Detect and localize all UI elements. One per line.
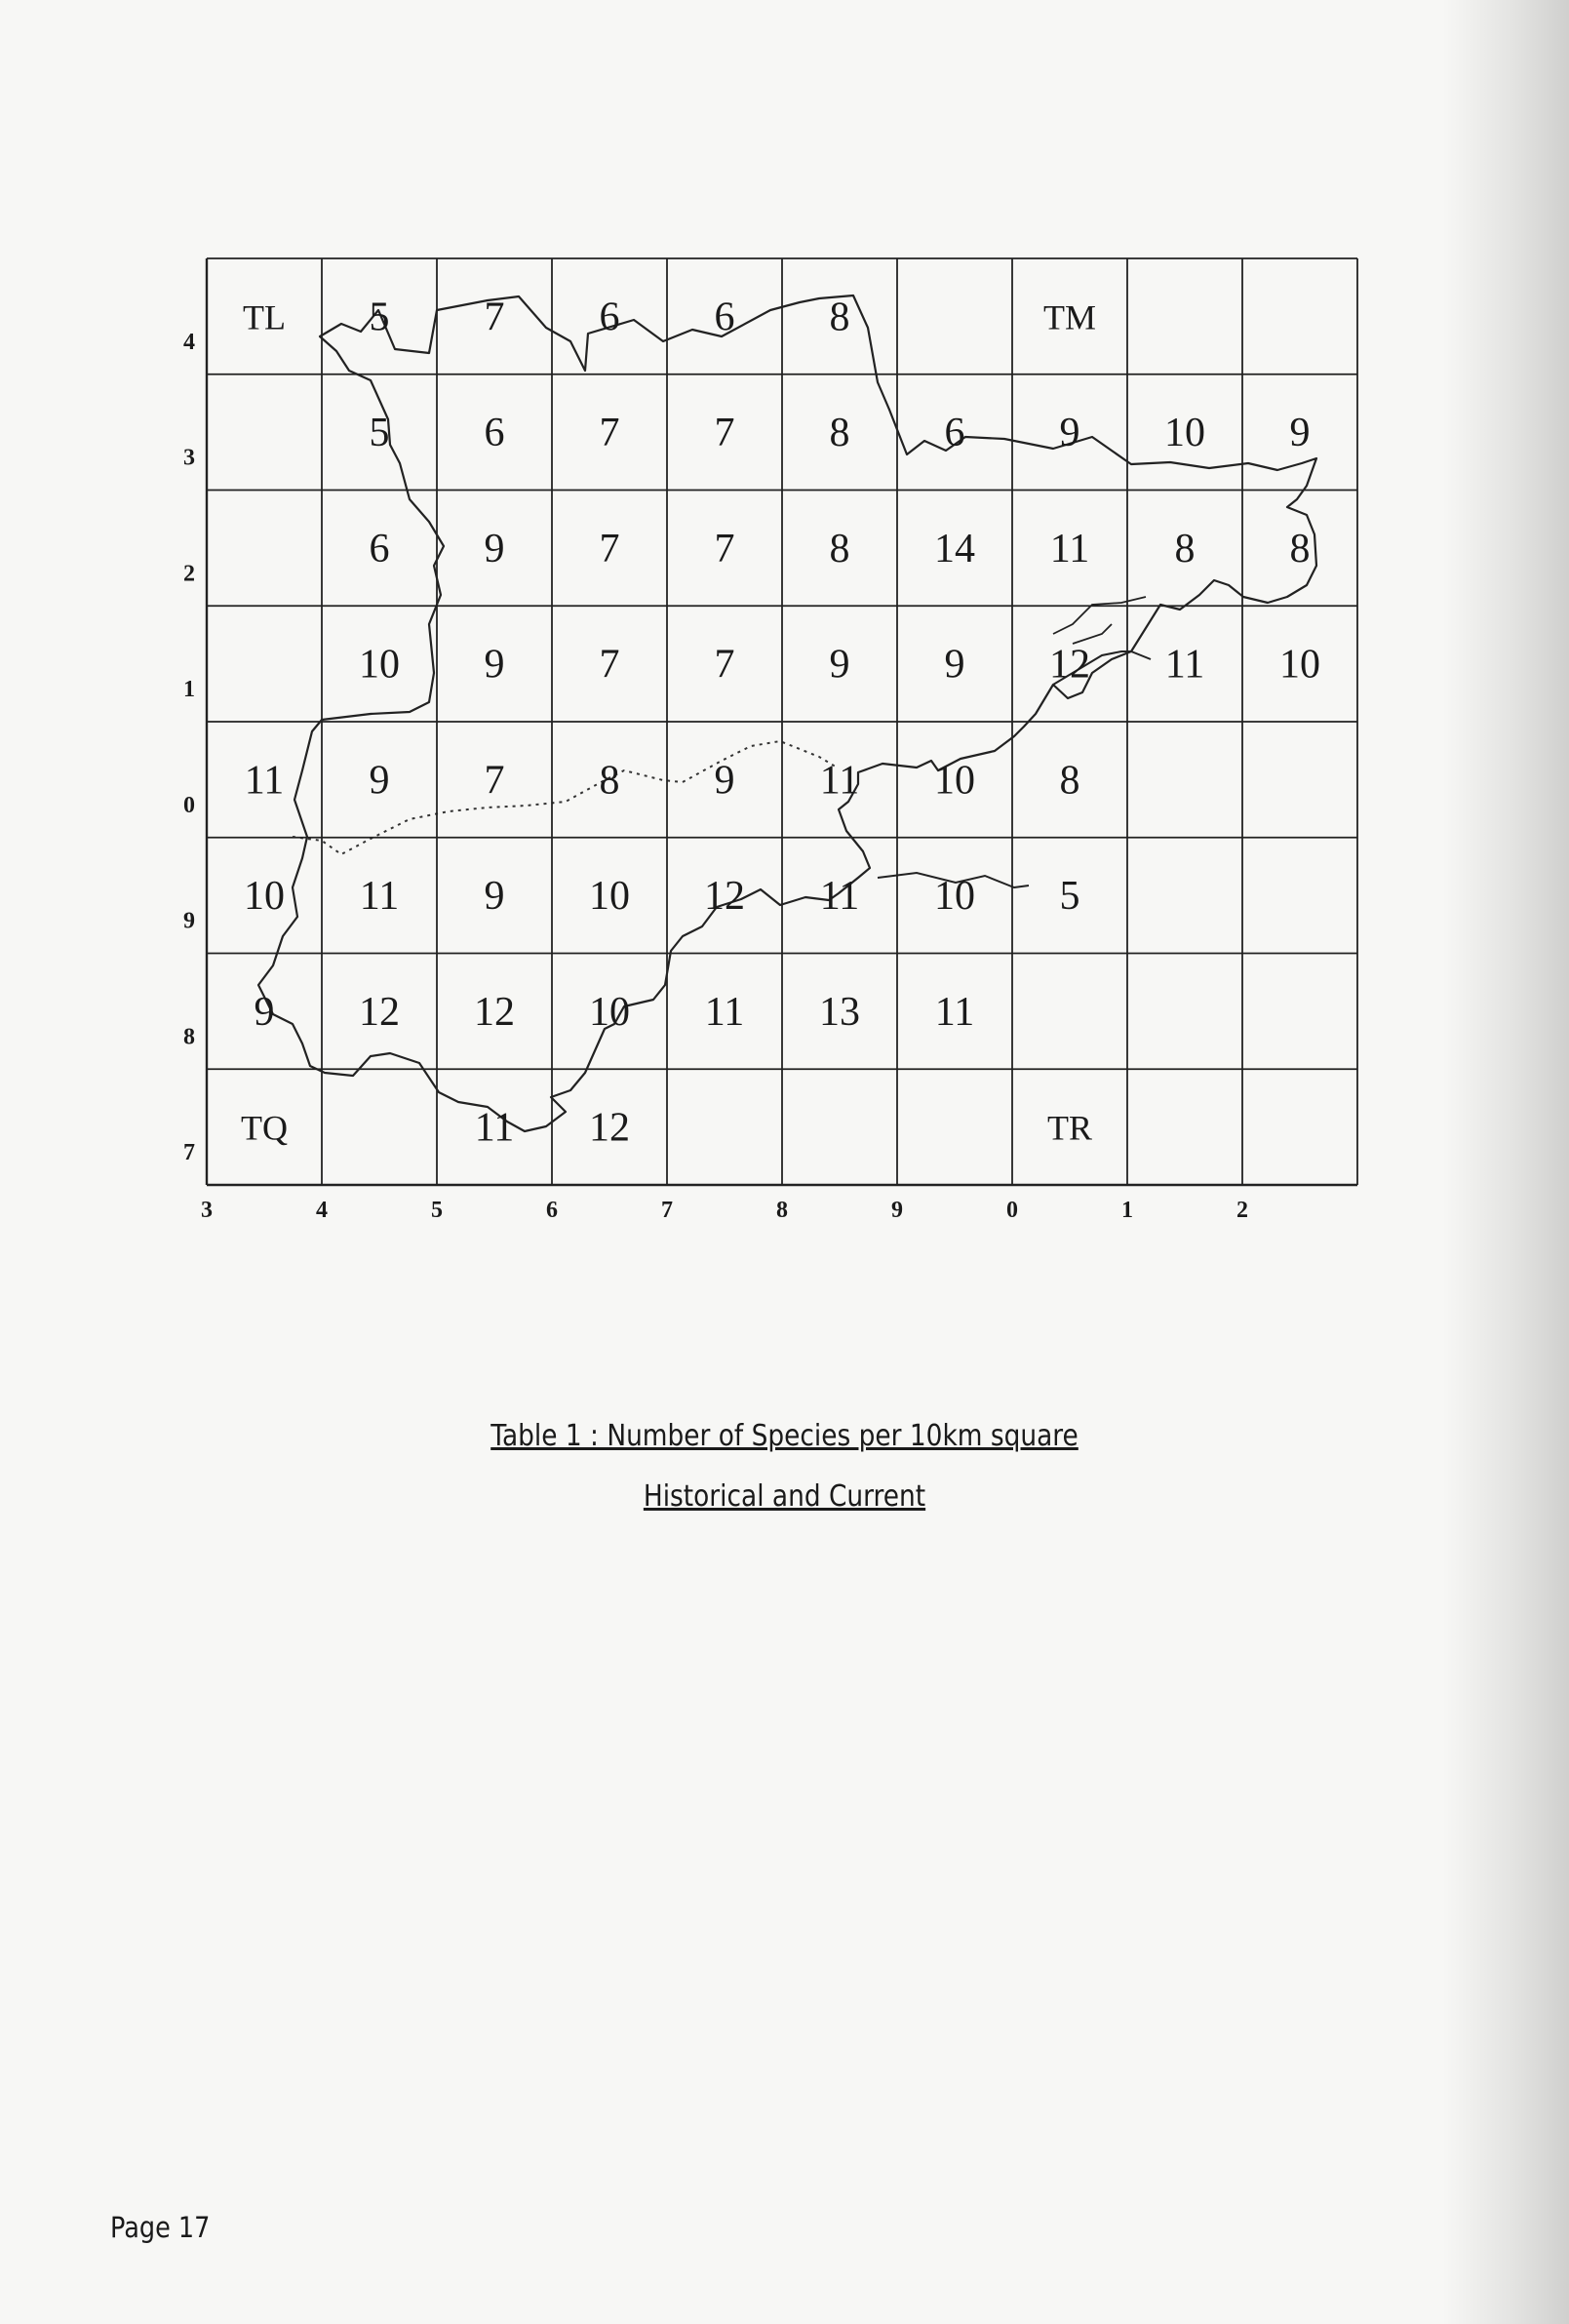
species-count: 10: [244, 874, 285, 920]
species-count: 8: [829, 526, 850, 571]
species-count: 7: [714, 411, 735, 456]
species-count: 11: [474, 1105, 515, 1151]
species-count: 5: [369, 411, 390, 456]
northing-label: 9: [183, 908, 195, 934]
species-count: 11: [704, 989, 745, 1035]
northing-label: 8: [183, 1024, 195, 1050]
species-count: 10: [589, 989, 630, 1035]
easting-label: 6: [546, 1198, 558, 1223]
species-count: 7: [484, 758, 505, 804]
easting-label: 1: [1121, 1198, 1133, 1223]
caption-line-1: Table 1 : Number of Species per 10km square: [490, 1419, 1079, 1453]
species-count: 10: [1164, 411, 1205, 456]
easting-label: 5: [431, 1198, 443, 1223]
species-count: 10: [934, 758, 975, 804]
page-number: Page 17: [110, 2211, 211, 2244]
northing-label: 0: [183, 792, 195, 818]
species-count: 8: [829, 295, 850, 340]
species-count: 13: [819, 989, 860, 1035]
easting-label: 8: [776, 1198, 788, 1223]
species-count: 9: [484, 874, 505, 920]
species-count: 9: [254, 989, 275, 1035]
species-count: 14: [934, 526, 975, 571]
species-count: 7: [714, 642, 735, 688]
species-count: 9: [1289, 411, 1311, 456]
easting-labels: [201, 1198, 1248, 1223]
species-count: 6: [714, 295, 735, 340]
species-count: 9: [369, 758, 390, 804]
species-count: 6: [944, 411, 965, 456]
species-count: 5: [1059, 874, 1080, 920]
species-count: 12: [589, 1105, 630, 1151]
species-count: 6: [369, 526, 390, 571]
easting-label: 2: [1236, 1198, 1248, 1223]
species-count: 12: [359, 989, 400, 1035]
species-count: 8: [1174, 526, 1196, 571]
species-count: 7: [714, 526, 735, 571]
species-count: 11: [1164, 642, 1205, 688]
species-count: 9: [829, 642, 850, 688]
easting-label: 3: [201, 1198, 213, 1223]
species-count: 7: [484, 295, 505, 340]
species-count: 11: [934, 989, 975, 1035]
grid-square-letters: TM: [1043, 297, 1096, 337]
species-count: 9: [484, 526, 505, 571]
northing-label: 3: [183, 445, 195, 471]
species-count: 12: [474, 989, 515, 1035]
grid-square-letters: TQ: [241, 1108, 288, 1148]
species-count: 9: [1059, 411, 1080, 456]
species-count: 12: [1049, 642, 1090, 688]
species-count: 12: [704, 874, 745, 920]
species-count: 6: [599, 295, 620, 340]
northing-label: 2: [183, 561, 195, 587]
species-count: 10: [589, 874, 630, 920]
species-count: 11: [359, 874, 400, 920]
species-count: 8: [829, 411, 850, 456]
easting-label: 7: [661, 1198, 673, 1223]
species-count: 10: [1279, 642, 1320, 688]
species-count: 11: [244, 758, 285, 804]
species-count: 7: [599, 526, 620, 571]
species-count: 10: [934, 874, 975, 920]
species-count: 6: [484, 411, 505, 456]
easting-label: 4: [316, 1198, 328, 1223]
species-count: 8: [1289, 526, 1311, 571]
easting-label: 9: [891, 1198, 903, 1223]
northing-label: 1: [183, 677, 195, 703]
species-count: 11: [819, 874, 860, 920]
species-count: 9: [944, 642, 965, 688]
easting-label: 0: [1006, 1198, 1018, 1223]
species-count: 9: [484, 642, 505, 688]
species-count: 11: [1049, 526, 1090, 571]
species-count: 9: [714, 758, 735, 804]
northing-label: 4: [183, 329, 195, 355]
county-outline: [258, 295, 1316, 1131]
species-count: 11: [819, 758, 860, 804]
caption-line-2: Historical and Current: [643, 1479, 926, 1514]
species-count: 10: [359, 642, 400, 688]
northing-labels: [183, 330, 195, 1165]
species-count: 5: [369, 295, 390, 340]
river-stour-inlet: [1053, 597, 1146, 644]
grid-square-letters: TR: [1046, 1108, 1093, 1148]
grid-square-letters: TL: [243, 297, 286, 337]
species-count: 8: [599, 758, 620, 804]
species-count: 8: [1059, 758, 1080, 804]
species-count: 7: [599, 411, 620, 456]
northing-label: 7: [183, 1140, 195, 1166]
species-count: 7: [599, 642, 620, 688]
